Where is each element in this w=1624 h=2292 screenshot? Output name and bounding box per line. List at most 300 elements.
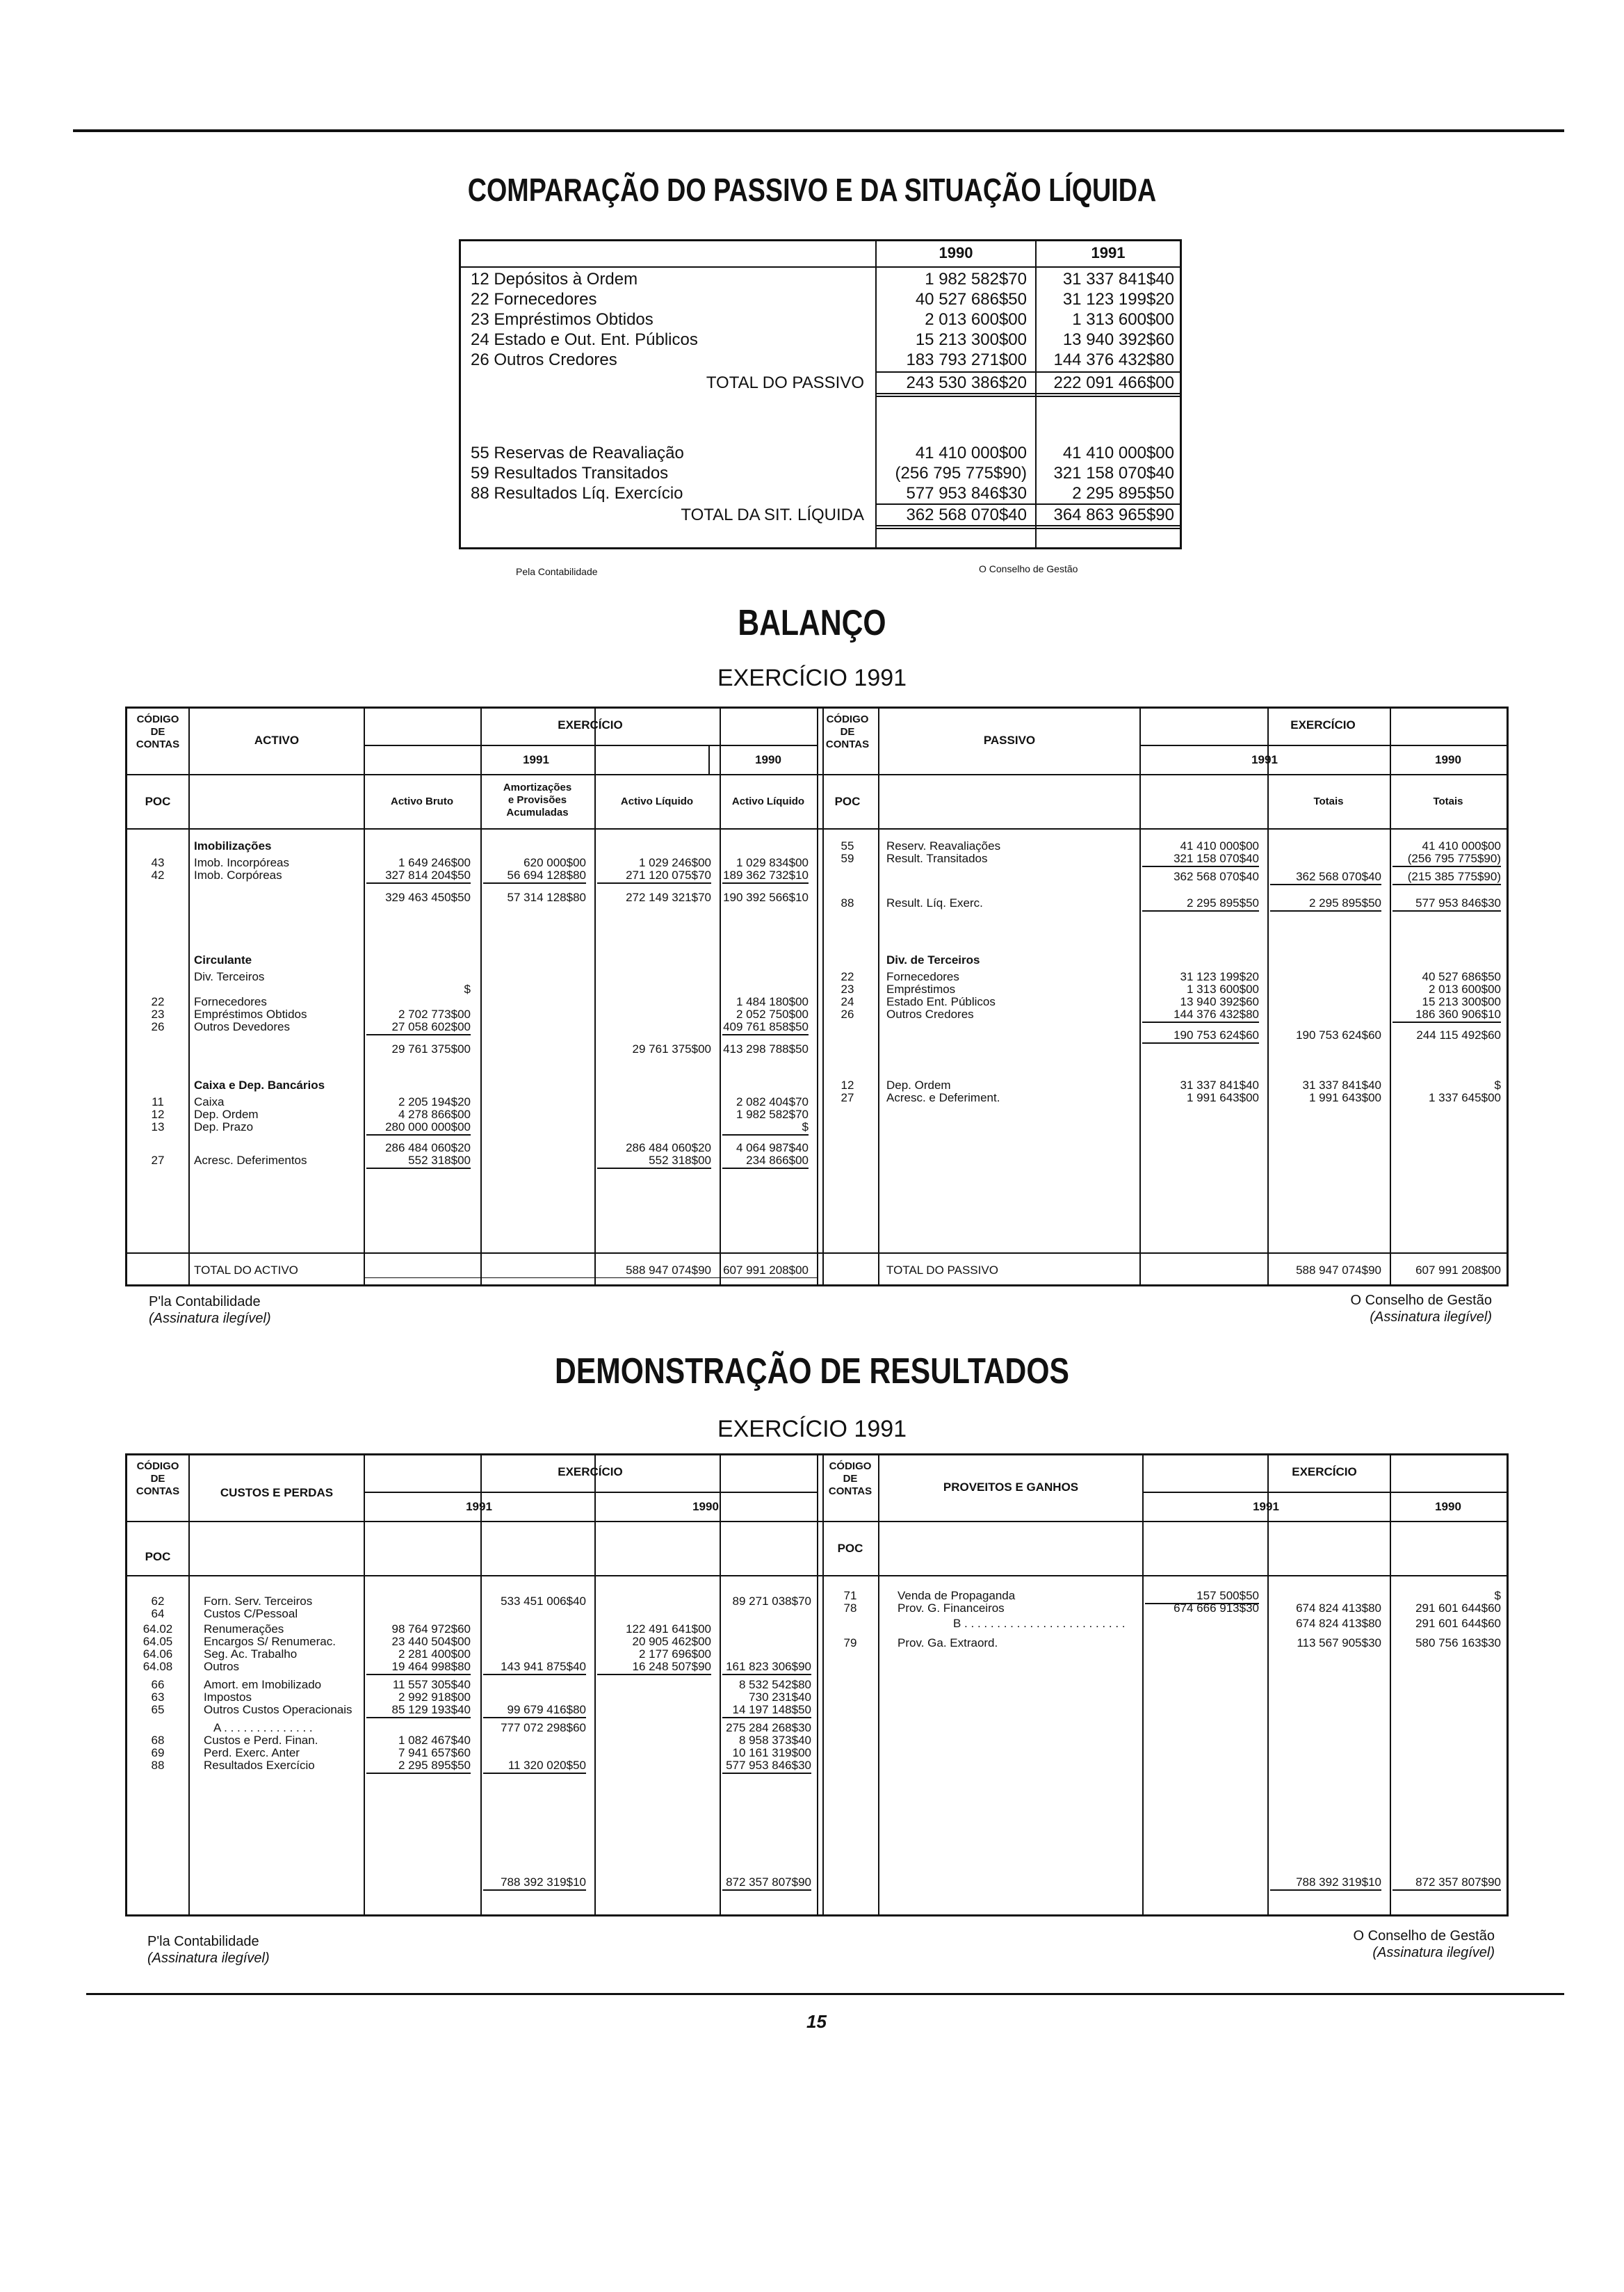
total-activo-1990: 607 991 208$00 [723, 1264, 809, 1277]
proveitos-1990-value: $ [1494, 1589, 1501, 1602]
custos-code: 64 [151, 1607, 165, 1620]
passivo-1990-value: 15 213 300$00 [1422, 995, 1501, 1008]
passivo-1990-value: 244 115 492$60 [1416, 1028, 1501, 1042]
situacao-value-1991: 321 158 070$40 [1053, 464, 1174, 483]
custos-label: Outros [204, 1660, 240, 1673]
custos-1991-detail: 1 082 467$40 [398, 1734, 471, 1747]
custos-code: 66 [151, 1678, 165, 1691]
year-1990-header: 1990 [1435, 753, 1461, 766]
codigo-header: DE [843, 1473, 858, 1485]
totais-header: Totais [1433, 796, 1463, 807]
activo-label: Caixa e Dep. Bancários [194, 1079, 325, 1092]
custos-label: Encargos S/ Renumerac. [204, 1635, 336, 1648]
passivo-value-1991: 1 313 600$00 [1072, 310, 1174, 329]
proveitos-code: 71 [843, 1589, 857, 1602]
comparacao-sign-right: O Conselho de Gestão [979, 563, 1078, 574]
header-rule [127, 828, 1507, 830]
passivo-1991-detail: 321 158 070$40 [1142, 852, 1259, 867]
activo-liquido-1990: 1 982 582$70 [736, 1108, 809, 1121]
passivo-code: 27 [841, 1091, 854, 1104]
activo-liquido-1990: 2 082 404$70 [736, 1095, 809, 1108]
passivo-row-label: 12 Depósitos à Ordem [471, 270, 638, 289]
passivo-code: 88 [841, 896, 854, 910]
amortizacoes-header: Acumuladas [506, 807, 569, 818]
total-passivo-label: TOTAL DO PASSIVO [886, 1264, 998, 1277]
activo-bruto-value: $ [464, 983, 471, 996]
top-rule [73, 129, 1564, 132]
activo-code: 22 [151, 995, 165, 1008]
header-rule [127, 1521, 1507, 1522]
passivo-1990-value: 40 527 686$50 [1422, 970, 1501, 983]
balanco-subtitle: EXERCÍCIO 1991 [717, 665, 907, 691]
header-rule [127, 1252, 1507, 1254]
activo-label: Outros Devedores [194, 1020, 290, 1033]
passivo-value-1990: 40 527 686$50 [915, 290, 1027, 309]
demonstracao-table [125, 1453, 1509, 1916]
total-passivo-1990: 607 991 208$00 [1415, 1264, 1501, 1277]
passivo-1991-detail: 41 410 000$00 [1180, 839, 1259, 853]
header-rule [127, 774, 1507, 775]
col-divider [878, 1455, 879, 1914]
activo-code: 26 [151, 1020, 165, 1033]
passivo-value-1991: 31 123 199$20 [1062, 290, 1174, 309]
col-divider [1390, 1455, 1391, 1914]
custos-1991-detail: 2 281 400$00 [398, 1647, 471, 1661]
proveitos-1990-value: 580 756 163$30 [1415, 1636, 1501, 1649]
activo-liquido-1990: 1 029 834$00 [736, 856, 809, 869]
total-proveitos-1990: 872 357 807$90 [1392, 1875, 1501, 1891]
passivo-label: Dep. Ordem [886, 1079, 951, 1092]
passivo-1991-detail: 362 568 070$40 [1174, 870, 1259, 883]
header-rule [1142, 1492, 1507, 1493]
activo-liquido-1991: 29 761 375$00 [632, 1042, 711, 1056]
col-divider [594, 1455, 596, 1914]
proveitos-1991-detail: 157 500$50 [1145, 1589, 1259, 1604]
activo-liquido-1990: 189 362 732$10 [722, 869, 809, 884]
total-situacao-1991: 364 863 965$90 [1053, 506, 1174, 524]
amortizacao-value: 56 694 128$80 [483, 869, 586, 884]
balanco-sign-right [1293, 1292, 1492, 1325]
activo-code: 42 [151, 869, 165, 882]
passivo-value-1990: 15 213 300$00 [915, 330, 1027, 349]
activo-code: 27 [151, 1154, 165, 1167]
custos-header: CUSTOS E PERDAS [220, 1486, 334, 1499]
col-divider [1267, 1455, 1269, 1914]
passivo-1990-value: 2 013 600$00 [1429, 983, 1501, 996]
col-divider [1035, 241, 1037, 547]
total-passivo-label: TOTAL DO PASSIVO [706, 373, 864, 392]
passivo-1990-value: 41 410 000$00 [1422, 839, 1501, 853]
passivo-1990-value: 1 337 645$00 [1429, 1091, 1501, 1104]
year-1991-header: 1991 [1091, 244, 1126, 261]
custos-1990-subtotal: 89 271 038$70 [732, 1595, 811, 1608]
passivo-label: Result. Líq. Exerc. [886, 896, 983, 910]
passivo-code: 24 [841, 995, 854, 1008]
activo-bruto-value: 552 318$00 [366, 1154, 471, 1169]
activo-code: 23 [151, 1008, 165, 1021]
passivo-label: Div. de Terceiros [886, 953, 980, 967]
passivo-1991-total: 190 753 624$60 [1296, 1028, 1381, 1042]
total-passivo-1991: 222 091 466$00 [1053, 373, 1174, 392]
total-proveitos-1991: 788 392 319$10 [1270, 1875, 1381, 1891]
proveitos-1991-detail: 674 666 913$30 [1174, 1601, 1259, 1615]
header-rule [127, 1575, 1507, 1576]
situacao-row-label: 59 Resultados Transitados [471, 464, 669, 483]
activo-label: Acresc. Deferimentos [194, 1154, 307, 1167]
codigo-header: CONTAS [825, 739, 870, 750]
activo-bruto-header: Activo Bruto [391, 796, 453, 807]
codigo-header: CÓDIGO [829, 1460, 872, 1472]
activo-liquido-1991: 552 318$00 [597, 1154, 711, 1169]
demonstracao-sign-right [1286, 1928, 1495, 1961]
totais-header: Totais [1313, 796, 1344, 807]
custos-1991-subtotal: 143 941 875$40 [483, 1660, 586, 1675]
codigo-header: CONTAS [136, 1485, 180, 1497]
sign-label: P'la Contabilidade [149, 1294, 261, 1309]
sign-label: O Conselho de Gestão [1350, 1293, 1492, 1308]
custos-1990-detail: 2 177 696$00 [639, 1647, 711, 1661]
passivo-value-1990: 2 013 600$00 [925, 310, 1027, 329]
demonstracao-title: DEMONSTRAÇÃO DE RESULTADOS [555, 1351, 1069, 1391]
custos-1990-subtotal: 10 161 319$00 [732, 1746, 811, 1759]
activo-label: Dep. Ordem [194, 1108, 259, 1121]
passivo-value-1990: 1 982 582$70 [925, 270, 1027, 289]
balanco-table [125, 707, 1509, 1286]
activo-liquido-1990: 2 052 750$00 [736, 1008, 809, 1021]
header-rule [364, 1492, 817, 1493]
activo-liquido-1991: 286 484 060$20 [626, 1141, 711, 1154]
poc-label: POC [837, 1542, 863, 1555]
codigo-header: CONTAS [136, 739, 180, 750]
passivo-1990-value: $ [1494, 1079, 1501, 1092]
custos-1990-subtotal: 730 231$40 [749, 1690, 811, 1704]
poc-label: POC [145, 1550, 171, 1563]
custos-label: Outros Custos Operacionais [204, 1703, 352, 1716]
comparacao-title: COMPARAÇÃO DO PASSIVO E DA SITUAÇÃO LÍQUIDA [467, 172, 1157, 208]
custos-1990-subtotal: 577 953 846$30 [722, 1759, 811, 1774]
custos-1990-subtotal: 8 958 373$40 [739, 1734, 811, 1747]
custos-1991-detail: 2 992 918$00 [398, 1690, 471, 1704]
custos-1990-subtotal: 8 532 542$80 [739, 1678, 811, 1691]
proveitos-1991-total: 674 824 413$80 [1296, 1617, 1381, 1630]
custos-code: 63 [151, 1690, 165, 1704]
sign-note: (Assinatura ilegível) [1372, 1945, 1495, 1960]
activo-bruto-value: 4 278 866$00 [398, 1108, 471, 1121]
year-1990-header: 1990 [755, 753, 781, 766]
total-passivo-1990: 243 530 386$20 [906, 373, 1027, 392]
passivo-label: Acresc. e Deferiment. [886, 1091, 1000, 1104]
custos-1991-subtotal: 11 320 020$50 [483, 1759, 586, 1774]
poc-label: POC [145, 795, 171, 808]
custos-1990-subtotal: 14 197 148$50 [722, 1703, 811, 1718]
custos-label: Custos e Perd. Finan. [204, 1734, 318, 1747]
custos-1991-subtotal: 777 072 298$60 [501, 1721, 586, 1734]
custos-1991-detail: 23 440 504$00 [391, 1635, 471, 1648]
passivo-label: Reserv. Reavaliações [886, 839, 1001, 853]
bottom-rule [86, 1993, 1564, 1995]
balanco-sign-left [149, 1293, 271, 1327]
situacao-value-1990: (256 795 775$90) [895, 464, 1027, 483]
custos-1990-detail: 16 248 507$90 [597, 1660, 711, 1675]
situacao-value-1991: 2 295 895$50 [1072, 484, 1174, 503]
custos-code: 65 [151, 1703, 165, 1716]
passivo-1990-value: 186 360 906$10 [1392, 1008, 1501, 1023]
total-rule [364, 1277, 817, 1278]
activo-bruto-value: 280 000 000$00 [366, 1120, 471, 1136]
passivo-1990-value: (256 795 775$90) [1392, 852, 1501, 867]
activo-liquido-1990: 4 064 987$40 [736, 1141, 809, 1154]
situacao-value-1990: 41 410 000$00 [915, 444, 1027, 462]
custos-label: Impostos [204, 1690, 252, 1704]
passivo-1991-total: 1 991 643$00 [1309, 1091, 1381, 1104]
activo-label: Fornecedores [194, 995, 267, 1008]
custos-label: Seg. Ac. Trabalho [204, 1647, 298, 1661]
col-divider [878, 709, 879, 1284]
situacao-row-label: 55 Reservas de Reavaliação [471, 444, 684, 462]
total-passivo-1991: 588 947 074$90 [1296, 1264, 1381, 1277]
amortizacoes-header: e Provisões [508, 794, 567, 806]
passivo-1991-detail: 31 123 199$20 [1180, 970, 1259, 983]
custos-1991-detail: 2 295 895$50 [366, 1759, 471, 1774]
proveitos-1991-total: 113 567 905$30 [1297, 1636, 1381, 1649]
passivo-code: 26 [841, 1008, 854, 1021]
activo-liquido-1990: 234 866$00 [722, 1154, 809, 1169]
total-rule [875, 525, 1181, 526]
activo-label: Circulante [194, 953, 252, 967]
passivo-1991-detail: 1 313 600$00 [1187, 983, 1259, 996]
activo-bruto-value: 286 484 060$20 [385, 1141, 471, 1154]
exercicio-header: EXERCÍCIO [558, 1465, 623, 1478]
activo-liquido-1990: 1 484 180$00 [736, 995, 809, 1008]
header-rule [594, 1492, 596, 1521]
activo-bruto-value: 2 702 773$00 [398, 1008, 471, 1021]
passivo-value-1991: 144 376 432$80 [1053, 350, 1174, 369]
situacao-row-label: 88 Resultados Líq. Exercício [471, 484, 683, 503]
codigo-header: CÓDIGO [826, 713, 869, 725]
passivo-value-1990: 183 793 271$00 [906, 350, 1027, 369]
comparacao-table [459, 239, 1182, 549]
passivo-value-1991: 31 337 841$40 [1062, 270, 1174, 289]
passivo-row-label: 23 Empréstimos Obtidos [471, 310, 653, 329]
codigo-header: DE [840, 726, 855, 738]
custos-1990-subtotal: 161 823 306$90 [722, 1660, 811, 1675]
passivo-1991-total: 362 568 070$40 [1270, 870, 1381, 885]
passivo-code: 23 [841, 983, 854, 996]
activo-bruto-value: 27 058 602$00 [366, 1020, 471, 1035]
custos-label: A . . . . . . . . . . . . . . [213, 1721, 313, 1734]
custos-label: Perd. Exerc. Anter [204, 1746, 300, 1759]
activo-header: ACTIVO [254, 734, 300, 747]
exercicio-header: EXERCÍCIO [1290, 718, 1356, 732]
year-1991-header: 1991 [523, 753, 549, 766]
codigo-header: CÓDIGO [136, 1460, 179, 1472]
total-situacao-1990: 362 568 070$40 [906, 506, 1027, 524]
custos-1991-detail: 7 941 657$60 [398, 1746, 471, 1759]
activo-label: Empréstimos Obtidos [194, 1008, 307, 1021]
codigo-header: CÓDIGO [136, 713, 179, 725]
codigo-header: DE [150, 726, 165, 738]
situacao-value-1990: 577 953 846$30 [906, 484, 1027, 503]
passivo-row-label: 24 Estado e Out. Ent. Públicos [471, 330, 698, 349]
col-divider [480, 1455, 482, 1914]
activo-liquido-1991: 271 120 075$70 [597, 869, 711, 884]
year-1990-header: 1990 [939, 244, 973, 261]
year-1991-header: 1991 [1251, 753, 1278, 766]
passivo-1991-detail: 1 991 643$00 [1187, 1091, 1259, 1104]
passivo-code: 22 [841, 970, 854, 983]
activo-bruto-value: 327 814 204$50 [366, 869, 471, 884]
total-custos-1990: 872 357 807$90 [722, 1875, 811, 1891]
passivo-1990-value: (215 385 775$90) [1392, 870, 1501, 885]
passivo-label: Fornecedores [886, 970, 959, 983]
custos-label: Forn. Serv. Terceiros [204, 1595, 313, 1608]
proveitos-label: Prov. G. Financeiros [898, 1601, 1005, 1615]
passivo-label: Empréstimos [886, 983, 956, 996]
col-divider [188, 1455, 190, 1914]
year-1990-header: 1990 [1435, 1500, 1461, 1513]
sign-note: (Assinatura ilegível) [147, 1951, 270, 1966]
passivo-label: Result. Transitados [886, 852, 988, 865]
proveitos-label: Venda de Propaganda [898, 1589, 1016, 1602]
activo-code: 12 [151, 1108, 165, 1121]
passivo-label: Outros Credores [886, 1008, 974, 1021]
proveitos-code: 78 [843, 1601, 857, 1615]
activo-bruto-value: 1 649 246$00 [398, 856, 471, 869]
activo-liquido-header: Activo Líquido [731, 796, 805, 807]
passivo-1991-detail: 144 376 432$80 [1142, 1008, 1259, 1023]
exercicio-header: EXERCÍCIO [558, 718, 623, 732]
comparacao-sign-left: Pela Contabilidade [516, 566, 598, 577]
custos-1991-detail: 19 464 998$80 [366, 1660, 471, 1675]
activo-liquido-1991: 272 149 321$70 [626, 891, 711, 904]
custos-1990-detail: 20 905 462$00 [632, 1635, 711, 1648]
header-rule [1390, 1492, 1391, 1521]
activo-liquido-1990: 409 761 858$50 [722, 1020, 809, 1035]
page-number: 15 [806, 2011, 827, 2032]
custos-code: 64.06 [143, 1647, 173, 1661]
custos-1991-detail: 85 129 193$40 [366, 1703, 471, 1718]
activo-label: Imob. Incorpóreas [194, 856, 290, 869]
custos-label: Custos C/Pessoal [204, 1607, 298, 1620]
total-activo-1991: 588 947 074$90 [626, 1264, 711, 1277]
proveitos-1990-value: 291 601 644$60 [1415, 1601, 1501, 1615]
header-rule [708, 745, 710, 774]
custos-1991-detail: 98 764 972$60 [391, 1622, 471, 1636]
col-divider [822, 1455, 824, 1914]
amortizacao-value: 57 314 128$80 [507, 891, 586, 904]
passivo-1991-total: 31 337 841$40 [1302, 1079, 1381, 1092]
activo-liquido-1990: 413 298 788$50 [723, 1042, 809, 1056]
header-rule [1139, 745, 1507, 746]
custos-code: 64.05 [143, 1635, 173, 1648]
custos-1991-detail: 11 557 305$40 [392, 1678, 471, 1691]
total-activo-label: TOTAL DO ACTIVO [194, 1264, 298, 1277]
custos-code: 64.02 [143, 1622, 173, 1636]
year-1991-header: 1991 [1253, 1500, 1279, 1513]
custos-1991-subtotal: 99 679 416$80 [483, 1703, 586, 1718]
passivo-code: 59 [841, 852, 854, 865]
passivo-1991-detail: 13 940 392$60 [1180, 995, 1259, 1008]
passivo-label: Estado Ent. Públicos [886, 995, 996, 1008]
activo-liquido-1990: $ [722, 1120, 809, 1136]
passivo-code: 12 [841, 1079, 854, 1092]
activo-bruto-value: 329 463 450$50 [385, 891, 471, 904]
total-rule [875, 528, 1181, 529]
activo-label: Imobilizações [194, 839, 272, 853]
col-divider [1139, 709, 1141, 1284]
custos-label: Resultados Exercício [204, 1759, 315, 1772]
balanco-title: BALANÇO [738, 603, 886, 643]
col-divider [817, 1455, 818, 1914]
situacao-value-1991: 41 410 000$00 [1062, 444, 1174, 462]
passivo-1991-detail: 2 295 895$50 [1142, 896, 1259, 912]
custos-1990-subtotal: 275 284 268$30 [726, 1721, 811, 1734]
total-rule [875, 396, 1181, 397]
activo-liquido-header: Activo Líquido [620, 796, 694, 807]
sign-note: (Assinatura ilegível) [1370, 1309, 1492, 1325]
poc-label: POC [834, 795, 861, 808]
activo-label: Imob. Corpóreas [194, 869, 282, 882]
activo-code: 13 [151, 1120, 165, 1133]
activo-bruto-value: 2 205 194$20 [398, 1095, 471, 1108]
total-rule [875, 393, 1181, 394]
total-custos-1991: 788 392 319$10 [483, 1875, 586, 1891]
amortizacoes-header: Amortizações [503, 782, 572, 793]
passivo-value-1991: 13 940 392$60 [1062, 330, 1174, 349]
custos-1990-detail: 122 491 641$00 [626, 1622, 711, 1636]
proveitos-1991-total: 674 824 413$80 [1296, 1601, 1381, 1615]
activo-code: 11 [152, 1095, 164, 1108]
demonstracao-subtitle: EXERCÍCIO 1991 [717, 1416, 907, 1442]
custos-1991-subtotal: 533 451 006$40 [501, 1595, 586, 1608]
col-divider [720, 1455, 721, 1914]
exercicio-header: EXERCÍCIO [1292, 1465, 1357, 1478]
proveitos-label: Prov. Ga. Extraord. [898, 1636, 998, 1649]
passivo-1991-detail: 31 337 841$40 [1180, 1079, 1259, 1092]
custos-label: Renumerações [204, 1622, 284, 1636]
passivo-row-label: 22 Fornecedores [471, 290, 597, 309]
passivo-header: PASSIVO [983, 734, 1036, 747]
sign-label: O Conselho de Gestão [1353, 1928, 1495, 1944]
custos-code: 88 [151, 1759, 165, 1772]
amortizacao-value: 620 000$00 [523, 856, 586, 869]
year-1990-header: 1990 [692, 1500, 719, 1513]
activo-label: Caixa [194, 1095, 225, 1108]
activo-label: Div. Terceiros [194, 970, 265, 983]
demonstracao-sign-left [147, 1933, 270, 1967]
col-divider [364, 1455, 365, 1914]
custos-code: 64.08 [143, 1660, 173, 1673]
header-rule [364, 745, 817, 746]
sign-note: (Assinatura ilegível) [149, 1311, 271, 1326]
proveitos-header: PROVEITOS E GANHOS [943, 1480, 1079, 1494]
proveitos-code: 79 [843, 1636, 857, 1649]
passivo-1991-total: 2 295 895$50 [1270, 896, 1381, 912]
custos-code: 68 [151, 1734, 165, 1747]
passivo-1991-detail: 190 753 624$60 [1142, 1028, 1259, 1044]
proveitos-label: B . . . . . . . . . . . . . . . . . . . . . . . . . [953, 1617, 1126, 1630]
passivo-code: 55 [841, 839, 854, 853]
custos-label: Amort. em Imobilizado [204, 1678, 322, 1691]
total-situacao-label: TOTAL DA SIT. LÍQUIDA [681, 506, 864, 524]
sign-label: P'la Contabilidade [147, 1934, 259, 1949]
year-1991-header: 1991 [466, 1500, 492, 1513]
activo-liquido-1991: 1 029 246$00 [639, 856, 711, 869]
codigo-header: DE [150, 1473, 165, 1485]
activo-label: Dep. Prazo [194, 1120, 254, 1133]
activo-liquido-1990: 190 392 566$10 [723, 891, 809, 904]
passivo-1990-value: 577 953 846$30 [1392, 896, 1501, 912]
